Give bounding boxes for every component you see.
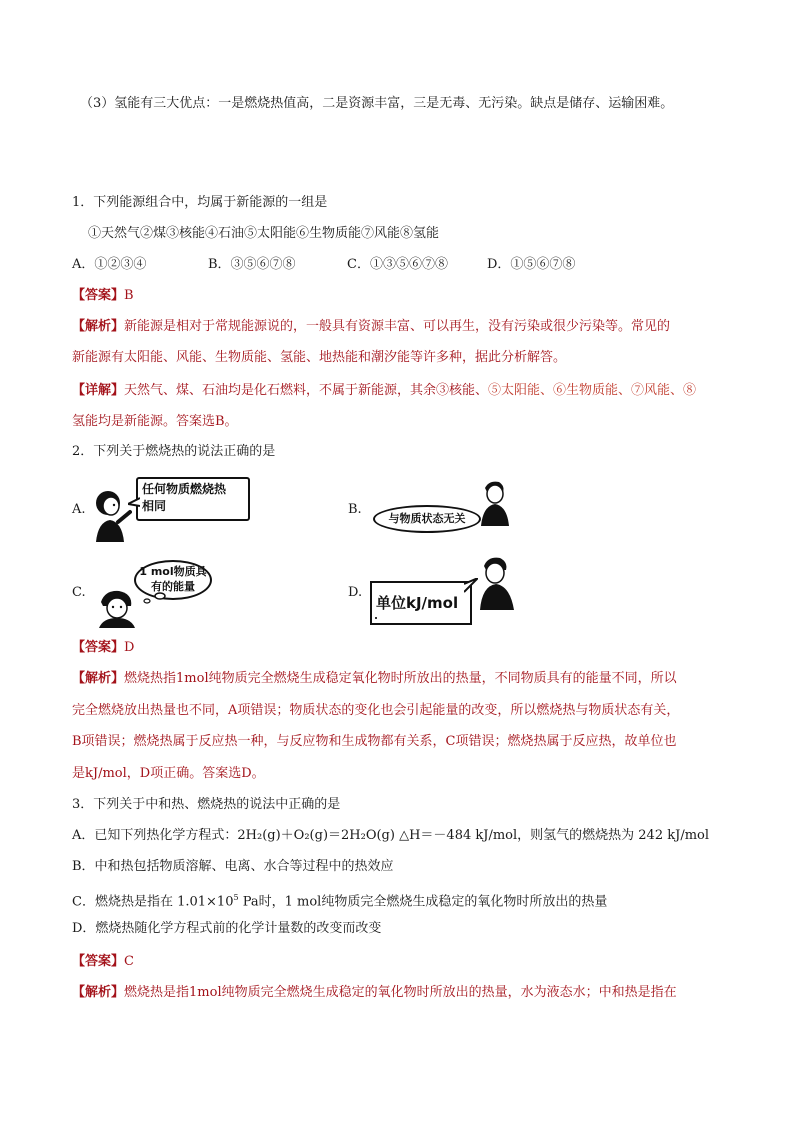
q2-label-a: A. [72,502,86,517]
boy-figure-b-icon [477,478,513,526]
answer-tag: 【答案】 [72,954,125,969]
q2-analysis-text: 燃烧热指1mol纯物质完全燃烧生成稳定氧化物时所放出的热量，不同物质具有的能量不同，所以 [124,671,677,686]
q1-detail-highlight: ⑤太阳能、⑥生物质能、⑦风能、⑧ [488,383,697,398]
answer-tag: 【答案】 [72,288,125,303]
q3-option-b: B．中和热包括物质溶解、电离、水合等过程中的热效应 [72,859,394,874]
q3-option-d: D．燃烧热随化学方程式前的化学计量数的改变而改变 [72,921,382,936]
q3-option-c [72,888,607,912]
q1-stem: 1．下列能源组合中，均属于新能源的一组是 [72,195,328,210]
q2-label-b: B. [348,502,362,517]
bubble-c-line-1: 1 mol物质具 [139,565,207,578]
q1-option-c: C．①③⑤⑥⑦⑧ [347,257,448,272]
q2-answer-row [72,638,134,658]
thought-dots-icon [136,590,166,606]
q1-detail-line-1 [72,381,696,401]
q3-option-c-suffix: Pa时，1 mol纯物质完全燃烧生成稳定的氧化物时所放出的热量 [238,894,608,910]
bubble-a-line-1: 任何物质燃烧热 [142,482,227,496]
q3-answer: C [124,954,134,969]
q1-option-d: D．①⑤⑥⑦⑧ [487,257,576,272]
intro-text: （3）氢能有三大优点：一是燃烧热值高，二是资源丰富，三是无毒、无污染。缺点是储存、运输困难。 [80,96,674,111]
q1-answer: B [124,288,134,303]
q1-analysis-line-1 [72,317,670,337]
q3-option-a-equation: 2H₂(g)＋O₂(g)＝2H₂O(g) △H＝－484 kJ/mol [237,828,518,843]
analysis-tag: 【解析】 [72,985,125,1000]
q3-analysis-line-1 [72,983,677,1003]
bubble-a-tail-icon [128,496,140,508]
q2-answer: D [124,640,135,655]
man-figure-d-icon [474,556,520,610]
q2-analysis-line-3: B项错误；燃烧热属于反应热一种，与反应物和生成物都有关系，C项错误；燃烧热属于反应热，故单位也 [72,734,677,749]
detail-tag: 【详解】 [72,383,125,398]
q3-option-a [72,826,709,846]
bubble-a-line-2: 相同 [142,499,167,513]
q2-label-d: D. [348,585,363,600]
q2-bubble-a [136,477,250,521]
analysis-tag: 【解析】 [72,319,125,334]
q3-answer-row [72,952,134,972]
q1-analysis-text: 新能源是相对于常规能源说的，一般具有资源丰富、可以再生，没有污染或很少污染等。常见的 [124,319,671,334]
analysis-tag: 【解析】 [72,671,125,686]
answer-tag: 【答案】 [72,640,125,655]
q1-detail-text: 天然气、煤、石油均是化石燃料，不属于新能源，其余③核能、 [124,383,489,398]
q2-stem: 2．下列关于燃烧热的说法正确的是 [72,444,276,459]
q1-analysis-line-2: 新能源有太阳能、风能、生物质能、氢能、地热能和潮汐能等许多种，据此分析解答。 [72,350,567,365]
stray-dot [375,617,377,619]
child-figure-c-icon [95,588,139,628]
q3-option-a-prefix: A．已知下列热化学方程式： [72,828,238,843]
q1-detail-line-2: 氢能均是新能源。答案选B。 [72,414,238,429]
girl-figure-a-icon [88,486,132,542]
q2-analysis-line-1 [72,669,677,689]
q1-answer-row [72,286,134,306]
q3-option-a-suffix: ，则氢气的燃烧热为 242 kJ/mol [517,828,710,843]
q2-analysis-line-2: 完全燃烧放出热量也不同，A项错误；物质状态的变化也会引起能量的改变，所以燃烧热与物质状态有关， [72,703,680,718]
q3-option-c-prefix: C．燃烧热是指在 1.01×10 [72,894,234,910]
q2-bubble-d: 单位kJ/mol [370,581,472,625]
q3-analysis-text: 燃烧热是指1mol纯物质完全燃烧生成稳定的氧化物时所放出的热量，水为液态水；中和热是指在 [124,985,677,1000]
q2-label-c: C. [72,585,86,600]
q2-bubble-b: 与物质状态无关 [373,505,481,533]
q2-analysis-line-4: 是kJ/mol，D项正确。答案选D。 [72,766,265,781]
q3-stem: 3．下列关于中和热、燃烧热的说法中正确的是 [72,797,341,812]
bubble-c-line-2: 有的能量 [151,580,195,593]
q1-list: ①天然气②煤③核能④石油⑤太阳能⑥生物质能⑦风能⑧氢能 [88,226,440,241]
q1-option-a: A．①②③④ [72,257,147,272]
q1-option-b: B．③⑤⑥⑦⑧ [208,257,296,272]
q3-option-c-exponent: 5 [233,893,239,902]
